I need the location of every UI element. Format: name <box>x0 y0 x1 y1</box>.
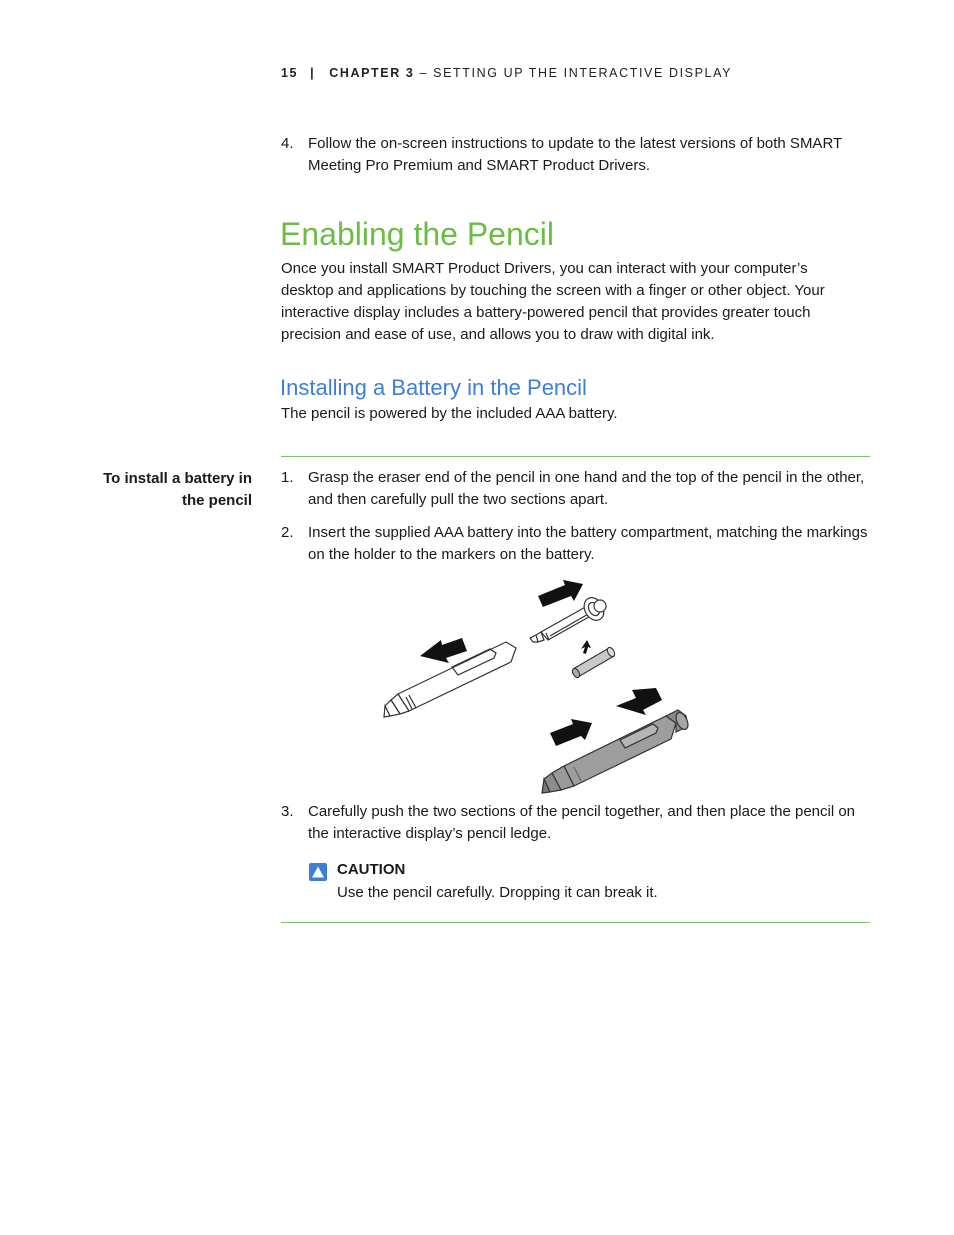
section-title: Enabling the Pencil <box>280 216 554 252</box>
section-body: Once you install SMART Product Drivers, you can interact with your computer’s desktop and applications by touching the screen with a finger or other object. Your interactive display includes a battery-powered pencil that provides greater touch precision and ease of use, and allows you to draw with digital ink. <box>281 260 825 343</box>
procedure-step-2 <box>281 522 871 566</box>
pencil-battery-illustration <box>378 576 694 794</box>
step-text: Carefully push the two sections of the pencil together, and then place the pencil on the interactive display’s pencil ledge. <box>308 803 856 842</box>
pencil-icon <box>542 710 690 793</box>
step-number: 1. <box>281 469 294 486</box>
caution-text: Use the pencil carefully. Dropping it can break it. <box>337 884 658 901</box>
step-number: 4. <box>281 135 294 152</box>
procedure-step-3 <box>281 801 871 845</box>
intro-step <box>281 133 871 177</box>
subsection-title: Installing a Battery in the Pencil <box>280 375 587 400</box>
caution-title: CAUTION <box>337 861 406 878</box>
step-number: 3. <box>281 803 294 820</box>
arrow-icon <box>550 719 592 746</box>
arrow-icon <box>538 580 583 607</box>
subsection-body: The pencil is powered by the included AAA battery. <box>281 405 618 422</box>
caution-icon <box>309 863 327 881</box>
page-number: 15 <box>281 66 299 80</box>
step-number: 2. <box>281 524 294 541</box>
step-text: Follow the on-screen instructions to update to the latest versions of both SMART Meeting Pro Premium and SMART Product Drivers. <box>308 135 842 174</box>
header-separator: | <box>310 66 316 80</box>
procedure-step-1 <box>281 467 871 511</box>
page-header <box>281 66 732 80</box>
procedure-top-rule <box>281 456 870 457</box>
arrow-icon <box>616 688 662 715</box>
arrow-icon <box>420 638 467 663</box>
battery-icon <box>571 646 616 679</box>
chapter-label: CHAPTER 3 <box>329 66 415 80</box>
procedure-label: To install a battery in the pencil <box>103 470 252 509</box>
chapter-title: – SETTING UP THE INTERACTIVE DISPLAY <box>414 66 733 80</box>
step-text: Insert the supplied AAA battery into the battery compartment, matching the markings on the holder to the markers on the battery. <box>308 524 868 563</box>
arrow-icon <box>581 640 591 654</box>
step-text: Grasp the eraser end of the pencil in one hand and the top of the pencil in the other, and then carefully pull the two sections apart. <box>308 469 865 508</box>
procedure-bottom-rule <box>281 922 870 923</box>
